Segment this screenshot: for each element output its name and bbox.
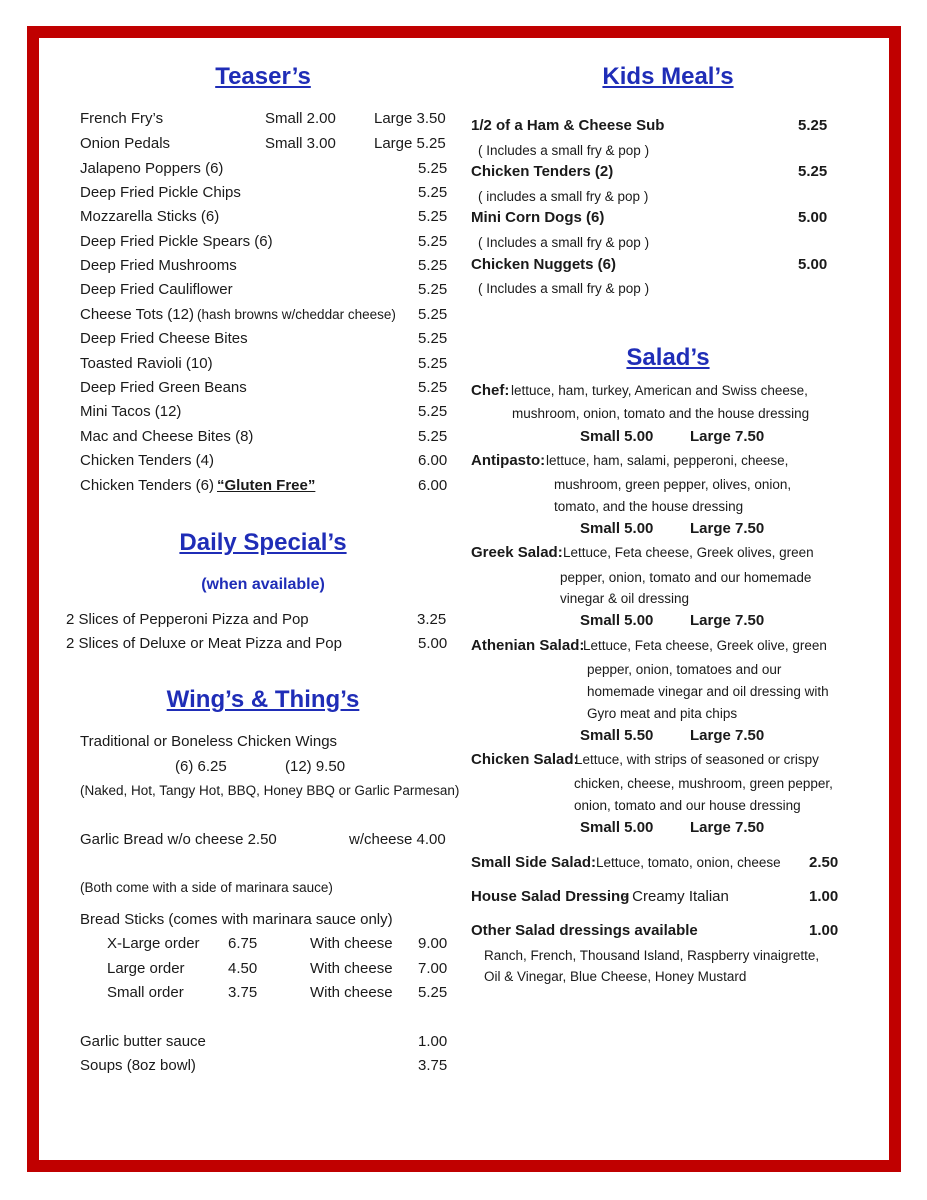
menu-item-name: Mini Tacos (12) [80, 403, 182, 420]
stick-cheese: With cheese [310, 935, 393, 952]
menu-item-price: 5.25 [418, 184, 448, 201]
menu-item-name: Deep Fried Green Beans [80, 379, 247, 396]
wings-flavors: (Naked, Hot, Tangy Hot, BBQ, Honey BBQ or Garlic Parmesan) [80, 783, 460, 798]
other-dressings-list: Ranch, French, Thousand Island, Raspberry vinaigrette, [484, 948, 820, 963]
salad-name: Chicken Salad: [471, 751, 579, 768]
menu-item-name: 2 Slices of Deluxe or Meat Pizza and Pop [66, 635, 342, 652]
salad-desc: chicken, cheese, mushroom, green pepper, [574, 776, 833, 791]
salad-desc: pepper, onion, tomato and our homemade [560, 570, 812, 585]
menu-item-price: 5.25 [418, 379, 448, 396]
stick-cheese: With cheese [310, 960, 393, 977]
kids-item-name: Chicken Nuggets (6) [471, 256, 617, 273]
salad-small-price: Small 5.00 [580, 819, 654, 836]
kids-item-name: Mini Corn Dogs (6) [471, 209, 605, 226]
salad-desc: mushroom, green pepper, olives, onion, [554, 477, 792, 492]
kids-item-price: 5.25 [798, 117, 828, 134]
salad-small-price: Small 5.00 [580, 428, 654, 445]
menu-item-name: Onion Pedals [80, 135, 171, 152]
menu-item-price: 5.00 [418, 635, 448, 652]
salad-desc: Gyro meat and pita chips [587, 706, 738, 721]
kids-item-note: ( Includes a small fry & pop ) [478, 143, 650, 158]
stick-size: Small order [107, 984, 184, 1001]
kids-item-name: 1/2 of a Ham & Cheese Sub [471, 117, 665, 134]
stick-size: X-Large order [107, 935, 200, 952]
house-dressing-desc: - Creamy Italian [623, 888, 729, 905]
wings-title: Wing’s & Thing’s [166, 686, 360, 713]
salad-small-price: Small 5.50 [580, 727, 654, 744]
menu-item-small-price: Small 2.00 [265, 110, 336, 127]
salad-desc: pepper, onion, tomatoes and our [587, 662, 782, 677]
stick-price: 3.75 [228, 984, 258, 1001]
soups: Soups (8oz bowl) [80, 1057, 196, 1074]
salad-desc: Lettuce, Feta cheese, Greek olive, green [583, 638, 827, 653]
stick-cheese-price: 5.25 [418, 984, 448, 1001]
side-salad-desc: Lettuce, tomato, onion, cheese [596, 855, 781, 870]
teasers-title: Teaser’s [215, 63, 311, 90]
salad-small-price: Small 5.00 [580, 520, 654, 537]
house-dressing-price: 1.00 [809, 888, 839, 905]
garlic-butter-price: 1.00 [418, 1033, 448, 1050]
menu-item-name: Cheese Tots (12) [80, 306, 194, 323]
garlic-bread: Garlic Bread w/o cheese 2.50 [80, 831, 277, 848]
daily-specials-subtitle: (when available) [201, 576, 325, 593]
salad-name: Athenian Salad: [471, 637, 585, 654]
salad-large-price: Large 7.50 [690, 428, 765, 445]
salad-desc: tomato, and the house dressing [554, 499, 744, 514]
kids-item-note: ( includes a small fry & pop ) [478, 189, 649, 204]
soups-price: 3.75 [418, 1057, 448, 1074]
salad-desc: mushroom, onion, tomato and the house dressing [512, 406, 810, 421]
kids-title: Kids Meal’s [602, 63, 734, 90]
menu-item-name: Mac and Cheese Bites (8) [80, 428, 254, 445]
menu-item-name: Deep Fried Cheese Bites [80, 330, 248, 347]
salad-desc: lettuce, ham, turkey, American and Swiss cheese, [511, 383, 808, 398]
salad-name: Antipasto: [471, 452, 546, 469]
menu-item-name: Chicken Tenders (4) [80, 452, 214, 469]
menu-item-price: 6.00 [418, 452, 448, 469]
menu-item-name: Deep Fried Pickle Spears (6) [80, 233, 273, 250]
salad-large-price: Large 7.50 [690, 727, 765, 744]
side-salad-name: Small Side Salad: [471, 854, 597, 871]
other-dressings-price: 1.00 [809, 922, 839, 939]
stick-cheese: With cheese [310, 984, 393, 1001]
menu-item-price: 5.25 [418, 306, 448, 323]
kids-item-price: 5.00 [798, 209, 828, 226]
daily-specials-title: Daily Special’s [179, 529, 347, 556]
salad-desc: lettuce, ham, salami, pepperoni, cheese, [546, 453, 789, 468]
salad-name: Chef: [471, 382, 510, 399]
menu-item-name: 2 Slices of Pepperoni Pizza and Pop [66, 611, 309, 628]
menu-item-note: (hash browns w/cheddar cheese) [197, 307, 396, 322]
kids-item-price: 5.00 [798, 256, 828, 273]
menu-item-price: 5.25 [418, 233, 448, 250]
salad-large-price: Large 7.50 [690, 520, 765, 537]
menu-item-name: Deep Fried Cauliflower [80, 281, 233, 298]
kids-item-note: ( Includes a small fry & pop ) [478, 235, 650, 250]
bread-sticks: Bread Sticks (comes with marinara sauce only) [80, 911, 393, 928]
menu-item-price: 5.25 [418, 403, 448, 420]
menu-item-name: Deep Fried Pickle Chips [80, 184, 241, 201]
menu-item-name: Mozzarella Sticks (6) [80, 208, 220, 225]
other-dressings-name: Other Salad dressings available [471, 922, 698, 939]
salad-name: Greek Salad: [471, 544, 563, 561]
stick-size: Large order [107, 960, 185, 977]
wings-six-price: (6) 6.25 [175, 758, 227, 775]
menu-item-name: Toasted Ravioli (10) [80, 355, 213, 372]
salad-desc: Lettuce, Feta cheese, Greek olives, green [563, 545, 814, 560]
menu-item-name: Deep Fried Mushrooms [80, 257, 237, 274]
kids-item-price: 5.25 [798, 163, 828, 180]
menu-item-price: 6.00 [418, 477, 448, 494]
side-note: (Both come with a side of marinara sauce) [80, 880, 333, 895]
side-salad-price: 2.50 [809, 854, 839, 871]
menu-item-large-price: Large 3.50 [374, 110, 446, 127]
stick-cheese-price: 9.00 [418, 935, 448, 952]
menu-item-price: 5.25 [418, 330, 448, 347]
menu-item-price: 5.25 [418, 160, 448, 177]
other-dressings-list: Oil & Vinegar, Blue Cheese, Honey Mustard [484, 969, 747, 984]
stick-cheese-price: 7.00 [418, 960, 448, 977]
salad-small-price: Small 5.00 [580, 612, 654, 629]
menu-item-large-price: Large 5.25 [374, 135, 446, 152]
garlic-butter: Garlic butter sauce [80, 1033, 206, 1050]
menu-item-name: Chicken Tenders (6) [80, 477, 214, 494]
gluten-free-tag: “Gluten Free” [217, 477, 316, 494]
menu-item-price: 5.25 [418, 281, 448, 298]
kids-item-name: Chicken Tenders (2) [471, 163, 614, 180]
salad-desc: vinegar & oil dressing [560, 591, 690, 606]
menu-item-price: 5.25 [418, 428, 448, 445]
salad-desc: homemade vinegar and oil dressing with [587, 684, 829, 699]
salad-desc: onion, tomato and our house dressing [574, 798, 801, 813]
menu-item-price: 5.25 [418, 208, 448, 225]
house-dressing-name: House Salad Dressing [471, 888, 630, 905]
menu-item-name: French Fry’s [80, 110, 164, 127]
menu-item-small-price: Small 3.00 [265, 135, 336, 152]
menu-item-price: 5.25 [418, 355, 448, 372]
wings-label: Traditional or Boneless Chicken Wings [80, 733, 338, 750]
garlic-bread-cheese: w/cheese 4.00 [349, 831, 446, 848]
menu-item-name: Jalapeno Poppers (6) [80, 160, 224, 177]
stick-price: 4.50 [228, 960, 258, 977]
wings-twelve-price: (12) 9.50 [285, 758, 346, 775]
menu-item-price: 5.25 [418, 257, 448, 274]
salads-title: Salad’s [626, 344, 710, 371]
stick-price: 6.75 [228, 935, 258, 952]
salad-large-price: Large 7.50 [690, 612, 765, 629]
salad-desc: Lettuce, with strips of seasoned or crispy [575, 752, 819, 767]
menu-item-price: 3.25 [417, 611, 447, 628]
kids-item-note: ( Includes a small fry & pop ) [478, 281, 650, 296]
salad-large-price: Large 7.50 [690, 819, 765, 836]
